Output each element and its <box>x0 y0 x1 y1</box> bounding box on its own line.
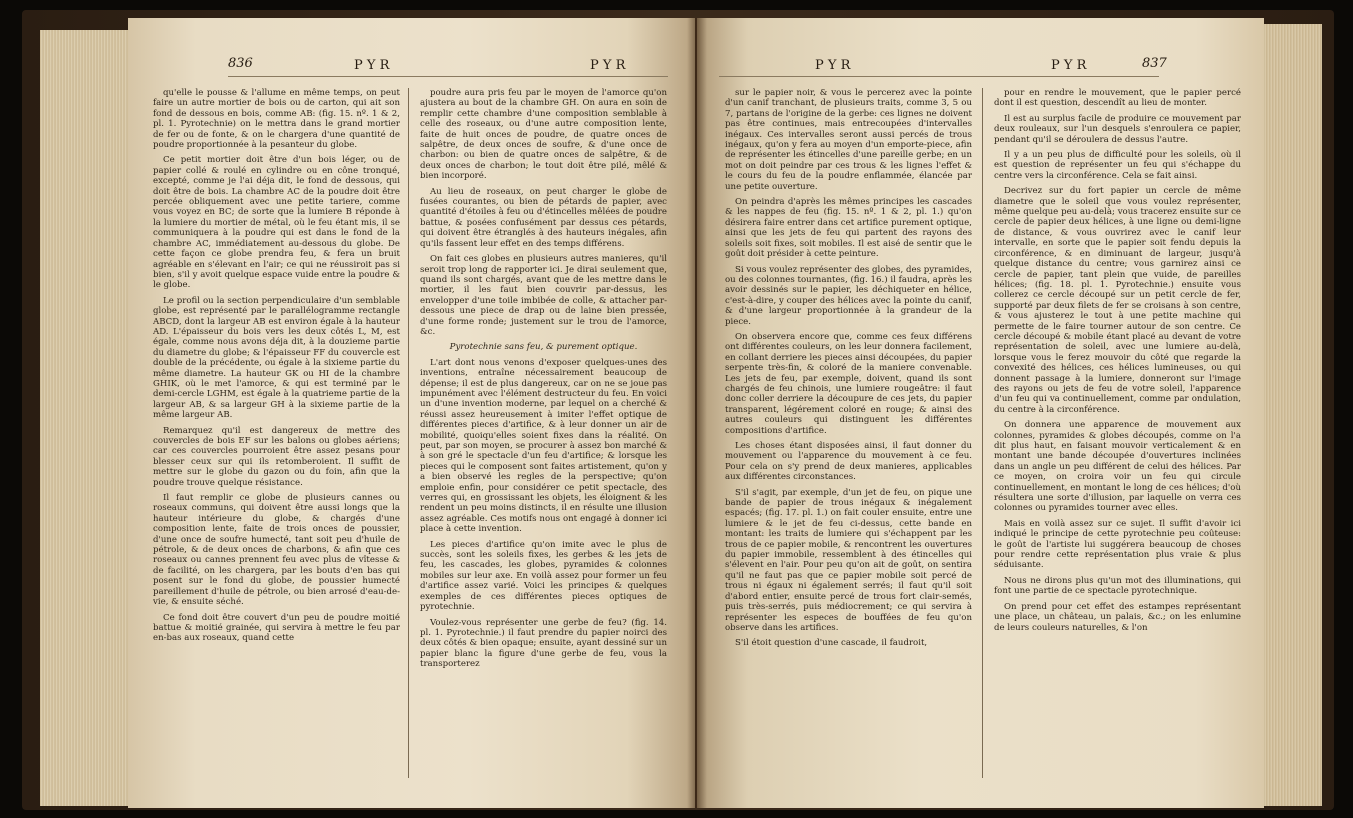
paragraph: Mais en voilà assez sur ce sujet. Il suffit d'avoir ici indiqué le principe de cette pyrotechnie peu coûteuse: le goût de l'artiste lui suggérera beaucoup de choses pour rendre cette représentation plus vraie & plus séduisante. <box>994 518 1241 571</box>
right-header-rule <box>719 76 1159 77</box>
right-column-rule <box>982 88 983 778</box>
paragraph: Ce petit mortier doit être d'un bois léger, ou de papier collé & roulé en cylindre ou en cône tronqué, excepté, comme je l'ai déja dit, le fond de dessous, qui doit être de bois. La chambre AC de la poudre doit être percée obliquement avec une petite tariere, comme vous voyez en BC; de sorte que la lumiere B réponde à la lumiere du mortier de métal, où le feu étant mis, il se communiquera à la poudre qui est dans le fond de la chambre AC, immédiatement au-dessous du globe. De cette façon ce globe prendra feu, & fera un bruit agréable en s'élevant en l'air; ce qui ne réussiroit pas si bien, s'il y avoit quelque espace vuide entre la poudre & le globe. <box>153 155 400 291</box>
left-header-rule <box>228 76 668 77</box>
right-page-edges <box>1262 24 1322 806</box>
paragraph: On prend pour cet effet des estampes représentant une place, un château, un palais, &c.; on les enlumine de leurs couleurs naturelles, & l'on <box>994 601 1241 633</box>
left-page-number: 836 <box>228 56 253 71</box>
paragraph: Decrivez sur du fort papier un cercle de même diametre que le soleil que vous voulez représenter, même quelque peu au-delà; vous tracerez ensuite sur ce cercle de papier deux hélices, à une ligne ou demi-ligne de distance, & vous ouvrirez avec le canif leur intervalle, en sorte que le papier soit fendu depuis la circonférence, & en diminuant de largeur, jusqu'à quelque distance du centre; vous garnirez ainsi ce cercle de papier, tant plein que vuide, de pareilles hélices; (fig. 18. pl. 1. Pyrotechnie.) ensuite vous collerez ce cercle découpé sur un petit cercle de fer, supporté par deux filets de fer se croisans à son centre, & vous ajusterez le tout à une petite machine qui permette de le faire tourner autour de son centre. Ce cercle découpé & mobile étant placé au devant de votre représentation de soleil, avec une lumiere au-delà, lorsque vous le ferez mouvoir du côté que regarde la convexité des hélices, ces hélices lumineuses, ou qui donnent passage à la lumiere, donneront sur l'image des rayons ou jets de feu de votre soleil, l'apparence d'un feu qui va continuellement, comme par ondulation, du centre à la circonférence. <box>994 186 1241 415</box>
paragraph: Nous ne dirons plus qu'un mot des illuminations, qui font une partie de ce spectacle pyrotechnique. <box>994 575 1241 597</box>
paragraph: Au lieu de roseaux, on peut charger le globe de fusées courantes, ou bien de pétards de papier, avec quantité d'étoiles à feu ou d'étincelles mêlées de poudre battue, & posées confusément par dessus ces pétards, qui doivent être étranglés à des hauteurs inégales, afin qu'ils fassent leur effet en des temps différens. <box>420 186 667 249</box>
paragraph: L'art dont nous venons d'exposer quelques-unes des inventions, entraîne nécessairement beaucoup de dépense; il est de plus dangereux, car on ne se joue pas impunément avec l'élément destructeur du feu. En voici un d'une invention moderne, par lequel on a cherché & réussi assez heureusement à imiter l'effet optique de différentes pieces d'artifice, & à leur donner un air de mobilité, quoiqu'elles soient fixes dans la réalité. On peut, par son moyen, se procurer à assez bon marché & à son gré le spectacle d'un feu d'artifice; & lorsque les pieces qui le composent sont faites artistement, qu'on y a bien observé les regles de la perspective; qu'on emploie enfin, pour considérer ce petit spectacle, des verres qui, en grossissant les objets, les éloignent & les rendent un peu moins distincts, il en résulte une illusion assez agréable. Ces motifs nous ont engagé à donner ici place à cette invention. <box>420 357 667 535</box>
paragraph: Il est au surplus facile de produire ce mouvement par deux rouleaux, sur l'un desquels s'enroulera ce papier, pendant qu'il se déroulera de dessus l'autre. <box>994 113 1241 145</box>
book-gutter <box>687 18 707 808</box>
left-page <box>128 18 695 808</box>
paragraph: S'il s'agit, par exemple, d'un jet de feu, on pique une bande de papier de trous inégaux & inégalement espacés; (fig. 17. pl. 1.) on fait couler ensuite, entre une lumiere & le jet de feu ci-dessus, cette bande en montant: les traits de lumiere qui s'échappent par les trous de ce papier mobile, & rencontrent les ouvertures du papier immobile, ressemblent à des étincelles qui s'élevent en l'air. Pour peu qu'on ait de goût, on sentira qu'il ne faut pas que ce papier mobile soit percé de trous ni égaux ni également serrés; il faut qu'il soit d'abord entier, ensuite percé de trous fort clair-semés, puis très-serrés, puis médiocrement; ce qui servira à représenter les especes de bouffées de feu qu'on observe dans les artifices. <box>725 487 972 633</box>
left-page-column-2 <box>420 88 667 808</box>
right-page-column-1 <box>725 88 972 808</box>
paragraph: Le profil ou la section perpendiculaire d'un semblable globe, est représenté par le parallélogramme rectangle ABCD, dont la largeur AB est environ égale à la hauteur AD. L'épaisseur du bois vers les deux côtés L, M, est égale, comme nous avons déja dit, à la douzieme partie du diametre du globe; & l'épaisseur FF du couvercle est double de la précédente, ou égale à la sixieme partie du même diametre. La hauteur GK ou HI de la chambre GHIK, où le met l'amorce, & qui est terminé par le demi-cercle LGHM, est égale à la quatrieme partie de la largeur AB, & sa largeur GH à la sixieme partie de la même largeur AB. <box>153 295 400 421</box>
paragraph: poudre aura pris feu par le moyen de l'amorce qu'on ajustera au bout de la chambre GH. On aura en soin de remplir cette chambre d'une composition semblable à celle des roseaux, ou d'une autre composition lente, faite de huit onces de poudre, de quatre onces de salpêtre, de deux onces de soufre, & d'une once de charbon: ou bien de quatre onces de salpêtre, & de deux onces de charbon; le tout doit être pilé, mêlé & bien incorporé. <box>420 88 667 182</box>
paragraph: Les choses étant disposées ainsi, il faut donner du mouvement ou l'apparence du mouvement à ce feu. Pour cela on s'y prend de deux manieres, applicables aux différentes circonstances. <box>725 441 972 483</box>
right-header-left: P Y R <box>815 58 851 73</box>
paragraph: Remarquez qu'il est dangereux de mettre des couvercles de bois EF sur les balons ou globes aériens; car ces couvercles pourroient être assez pesans pour blesser ceux sur qui ils retomberoient. Il suffit de mettre sur le globe du gazon ou du foin, afin que la poudre trouve quelque résistance. <box>153 425 400 488</box>
right-page-number: 837 <box>1142 56 1167 71</box>
paragraph: Si vous voulez représenter des globes, des pyramides, ou des colonnes tournantes, (fig. 16.) il faudra, après les avoir dessinés sur le papier, les déchiqueter en hélice, c'est-à-dire, y couper des hélices avec la pointe du canif, & d'une largeur proportionnée à la grandeur de la piece. <box>725 264 972 327</box>
paragraph: Il faut remplir ce globe de plusieurs cannes ou roseaux communs, qui doivent être aussi longs que la hauteur intérieure du globe, & chargés d'une composition lente, faite de trois onces de poussier, d'une once de soufre humecté, tant soit peu d'huile de pétrole, & de deux onces de charbons, & afin que ces roseaux ou cannes prennent feu avec plus de vîtesse & de facilité, on les chargera, par les bouts d'en bas qui posent sur le fond du globe, de poussier humecté pareillement d'huile de pétrole, ou bien arrosé d'eau-de-vie, & ensuite séché. <box>153 493 400 608</box>
right-header-right: P Y R <box>1051 58 1087 73</box>
paragraph: S'il étoit question d'une cascade, il faudroit, <box>735 638 928 649</box>
left-page-edges <box>40 30 132 806</box>
paragraph: On donnera une apparence de mouvement aux colonnes, pyramides & globes découpés, comme on l'a dit plus haut, en faisant mouvoir verticalement & en montant une bande découpée d'ouvertures inclinées dans un angle un peu différent de celui des hélices. Par ce moyen, on croira voir un feu qui circule continuellement, en montant le long de ces hélices; d'où résultera une sorte d'illusion, par laquelle on verra ces colonnes ou pyramides tourner avec elles. <box>994 420 1241 514</box>
paragraph: pour en rendre le mouvement, que le papier percé dont il est question, descendît au lieu de monter. <box>994 88 1241 109</box>
paragraph: On observera encore que, comme ces feux différens ont différentes couleurs, on les leur donnera facilement, en collant derriere les pieces ainsi découpées, du papier serpente très-fin, & coloré de la maniere convenable. Les jets de feu, par exemple, doivent, quand ils sont chargés de feu chinois, une lumiere rougeâtre: il faut donc coller derriere la découpure de ces jets, du papier transparent, légérement coloré en rouge; & ainsi des autres couleurs qui distinguent les différentes compositions d'artifice. <box>725 331 972 436</box>
paragraph: Il y a un peu plus de difficulté pour les soleils, où il est question de représenter un feu qui s'échappe du centre vers la circonférence. Cela se fait ainsi. <box>994 150 1241 181</box>
right-page <box>697 18 1264 808</box>
paragraph: On fait ces globes en plusieurs autres manieres, qu'il seroit trop long de rapporter ici. Je dirai seulement que, quand ils sont chargés, avant que de les mettre dans le mortier, il les faut bien couvrir par-dessus, les envelopper d'une toile imbibée de colle, & attacher par-dessous une piece de drap ou de laine bien pressée, d'une forme ronde; justement sur le trou de l'amorce, &c. <box>420 254 667 337</box>
left-header-right: P Y R <box>590 58 626 73</box>
left-column-rule <box>408 88 409 778</box>
left-header-left: P Y R <box>354 58 390 73</box>
paragraph: Voulez-vous représenter une gerbe de feu? (fig. 14. pl. 1. Pyrotechnie.) il faut prendre du papier noirci des deux côtés & bien opaque; ensuite, ayant dessiné sur un papier blanc la figure d'une gerbe de feu, vous la transporterez <box>420 617 667 670</box>
paragraph: Les pieces d'artifice qu'on imite avec le plus de succès, sont les soleils fixes, les gerbes & les jets de feu, les cascades, les globes, pyramides & colonnes mobiles sur leur axe. En voilà assez pour former un feu d'artifice assez varié. Voici les principes & quelques exemples de ces différentes pieces optiques de pyrotechnie. <box>420 539 667 613</box>
section-heading: Pyrotechnie sans feu, & purement optique. <box>449 342 638 353</box>
paragraph: Ce fond doit être couvert d'un peu de poudre moitié battue & moitié grainée, qui servira à mettre le feu par en-bas aux roseaux, quand cette <box>153 612 400 644</box>
left-page-column-1 <box>153 88 400 808</box>
paragraph: qu'elle le pousse & l'allume en même temps, on peut faire un autre mortier de bois ou de carton, qui ait son fond de dessous en bois, comme AB: (fig. 15. nº. 1 & 2, pl. 1. Pyrotechnie) on le mettra dans le grand mortier de fer ou de fonte, & on le chargera d'une quantité de poudre proportionnée à la pesanteur du globe. <box>153 88 400 151</box>
paragraph: sur le papier noir, & vous le percerez avec la pointe d'un canif tranchant, de plusieurs traits, comme 3, 5 ou 7, partans de l'origine de la gerbe: ces lignes ne doivent pas être continues, mais entrecoupées d'intervalles inégaux. Ces intervalles seront aussi percés de trous inégaux, qu'on y fera au moyen d'un emporte-piece, afin de représenter les étincelles d'une pareille gerbe; en un mot on doit peindre par ces trous & les lignes l'effet & le cours du feu de la poudre enflammée, élancée par une petite ouverture. <box>725 88 972 192</box>
paragraph: On peindra d'après les mêmes principes les cascades & les nappes de feu (fig. 15. nº. 1 & 2, pl. 1.) qu'on désirera faire entrer dans cet artifice purement optique, ainsi que les jets de feu qui partent des rayons des soleils soit fixes, soit mobiles. Il est aisé de sentir que le goût doit présider à cette peinture. <box>725 197 972 260</box>
right-page-column-2 <box>994 88 1241 808</box>
